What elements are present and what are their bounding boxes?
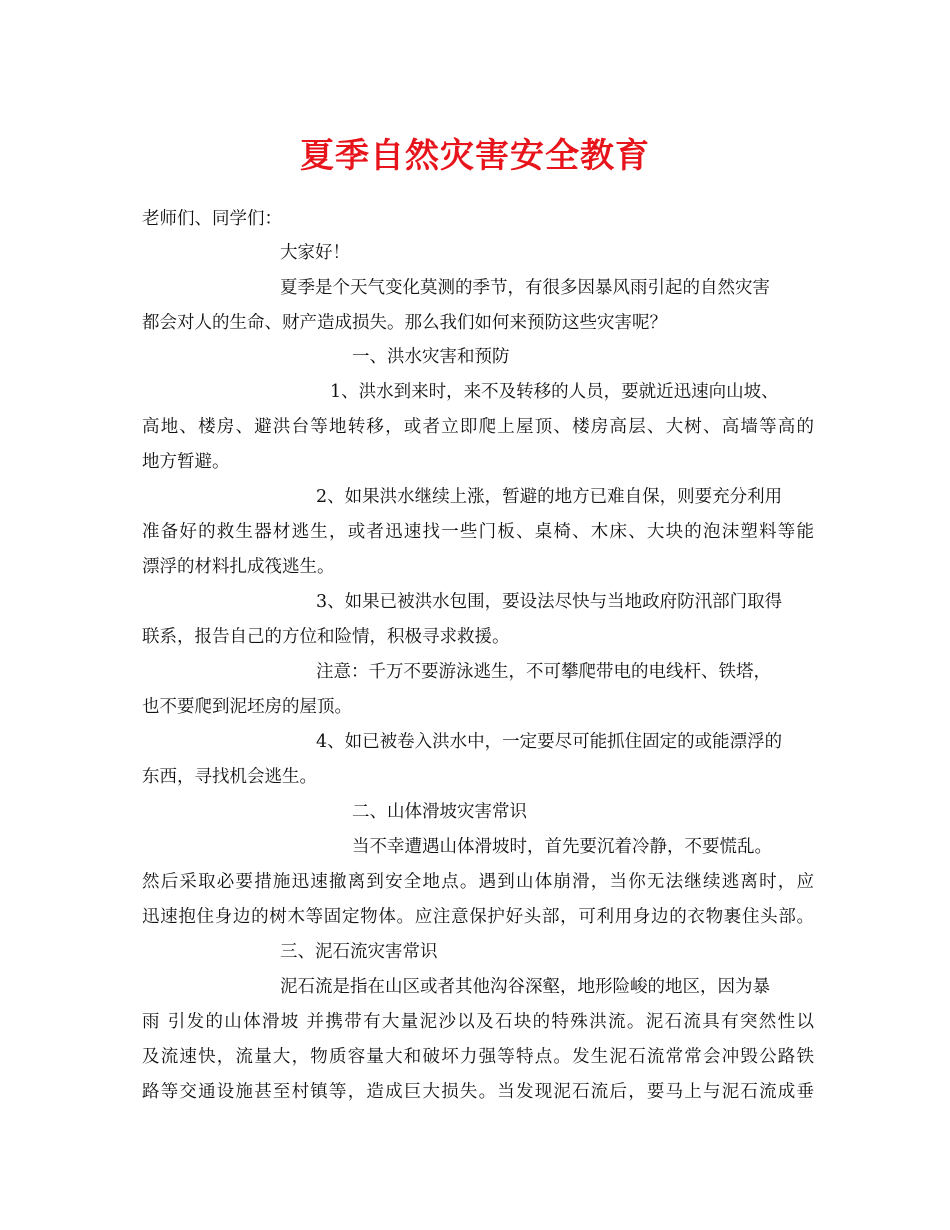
text-line: 路等交通设施甚至村镇等，造成巨大损失。当发现泥石流后，要马上与泥石流成垂: [142, 1082, 814, 1102]
text-line: 漂浮的材料扎成筏逃生。: [142, 557, 335, 577]
text-line: 3、如果已被洪水包围，要设法尽快与当地政府防汛部门取得: [316, 592, 783, 612]
text-line: 及流速快，流量大，物质容量大和破坏力强等特点。发生泥石流常常会冲毁公路铁: [142, 1047, 814, 1067]
section-heading: 三、泥石流灾害常识: [280, 942, 438, 962]
text-line: 2、如果洪水继续上涨，暂避的地方已难自保，则要充分利用: [316, 487, 783, 507]
text-line: 也不要爬到泥坯房的屋顶。: [142, 697, 352, 717]
text-line: 联系，报告自己的方位和险情，积极寻求救援。: [142, 627, 510, 647]
text-line: 泥石流是指在山区或者其他沟谷深壑，地形险峻的地区，因为暴: [280, 977, 770, 997]
text-line: 大家好！: [280, 243, 350, 263]
text-line: 老师们、同学们：: [142, 209, 282, 229]
text-line: 东西，寻找机会逃生。: [142, 767, 317, 787]
text-line: 雨 引发的山体滑坡 并携带有大量泥沙以及石块的特殊洪流。泥石流具有突然性以: [142, 1012, 814, 1032]
section-heading: 二、山体滑坡灾害常识: [352, 802, 527, 822]
text-line: 夏季是个天气变化莫测的季节，有很多因暴风雨引起的自然灾害: [280, 278, 770, 298]
text-line: 当不幸遭遇山体滑坡时，首先要沉着冷静，不要慌乱。: [352, 837, 772, 857]
text-line: 然后采取必要措施迅速撤离到安全地点。遇到山体崩滑，当你无法继续逃离时，应: [142, 872, 814, 892]
document-title: 夏季自然灾害安全教育: [300, 136, 650, 176]
text-line: 4、如已被卷入洪水中，一定要尽可能抓住固定的或能漂浮的: [316, 732, 783, 752]
section-heading: 一、洪水灾害和预防: [352, 347, 510, 367]
text-line: 迅速抱住身边的树木等固定物体。应注意保护好头部，可利用身边的衣物裹住头部。: [142, 907, 814, 927]
text-line: 地方暂避。: [142, 452, 230, 472]
text-line: 都会对人的生命、财产造成损失。那么我们如何来预防这些灾害呢？: [142, 313, 667, 333]
text-line: 准备好的救生器材逃生，或者迅速找一些门板、桌椅、木床、大块的泡沫塑料等能: [142, 522, 814, 542]
text-line: 1、洪水到来时，来不及转移的人员，要就近迅速向山坡、: [330, 382, 779, 402]
text-line: 注意：千万不要游泳逃生，不可攀爬带电的电线杆、铁塔，: [316, 662, 771, 682]
text-line: 高地、楼房、避洪台等地转移，或者立即爬上屋顶、楼房高层、大树、高墙等高的: [142, 417, 814, 437]
